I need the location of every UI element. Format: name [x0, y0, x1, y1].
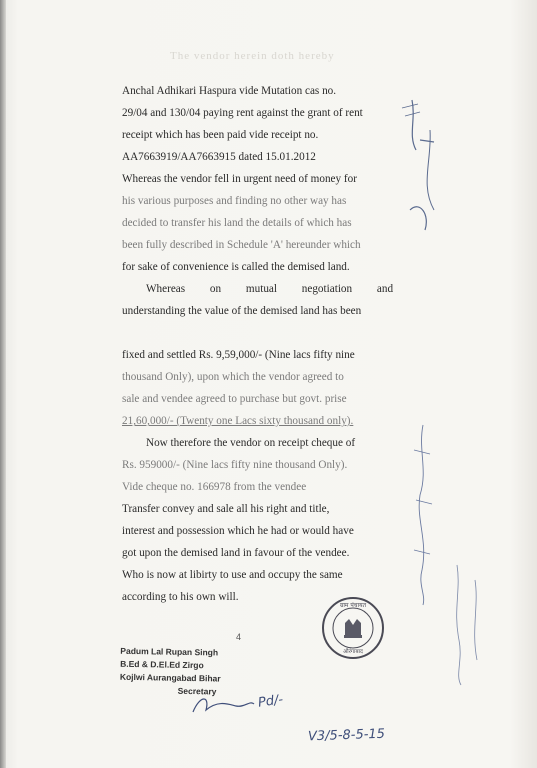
handwritten-date: V3/5-8-5-15 — [307, 726, 386, 745]
margin-handwriting — [390, 90, 450, 240]
text-line: Who is now at libirty to use and occupy the same — [122, 569, 343, 581]
seal-text-top: ग्राम पंचायत — [339, 602, 367, 609]
text-line: according to his own will. — [122, 591, 239, 603]
text-line: thousand Only), upon which the vendor agreed to — [122, 371, 344, 383]
paragraph-gap — [122, 322, 410, 344]
text-line: got upon the demised land in favour of the vendee. — [122, 547, 350, 559]
signature-scribble — [188, 690, 258, 720]
text-line: his various purposes and finding no other way has — [122, 195, 347, 207]
seal-text-bottom: औरंगाबाद — [343, 649, 363, 655]
text-line: interest and possession which he had or would have — [122, 525, 354, 537]
margin-vertical-note — [408, 420, 438, 610]
text-line: Whereas the vendor fell in urgent need of money for — [122, 173, 357, 185]
page-number: 4 — [236, 632, 242, 642]
text-line: Rs. 959000/- (Nine lacs fifty nine thousand Only). — [122, 459, 348, 471]
text-line: 29/04 and 130/04 paying rent against the grant of rent — [122, 107, 363, 119]
text-line: receipt which has been paid vide receipt no. — [122, 129, 319, 141]
text-line: decided to transfer his land the details of which has — [122, 217, 352, 229]
text-line: been fully described in Schedule 'A' hereunder which — [122, 239, 361, 251]
text-line: Anchal Adhikari Haspura vide Mutation cas no. — [122, 85, 337, 97]
bleed-through-text: The vendor herein doth hereby — [170, 50, 335, 62]
text-line: understanding the value of the demised land has been — [122, 305, 362, 317]
text-line: 21,60,000/- (Twenty one Lacs sixty thousand only). — [122, 415, 354, 427]
text-line: Transfer convey and sale all his right and title, — [122, 503, 330, 515]
text-line: fixed and settled Rs. 9,59,000/- (Nine lacs fifty nine — [122, 349, 355, 361]
stamp-line: B.Ed & D.El.Ed Zirgo — [120, 658, 204, 671]
text-line: sale and vendee agreed to purchase but govt. prise — [122, 393, 347, 405]
text-line: for sake of convenience is called the demised land. — [122, 261, 350, 273]
text-line: Now therefore the vendor on receipt cheque of — [146, 437, 356, 449]
scan-edge-shadow — [0, 0, 6, 768]
official-seal — [320, 595, 386, 661]
text-line: AA7663919/AA7663915 dated 15.01.2012 — [122, 151, 316, 163]
signature-right: Pd/- — [257, 692, 285, 711]
margin-vertical-note-2 — [445, 560, 495, 690]
stamp-line: Secretary — [177, 685, 217, 697]
text-line: Vide cheque no. 166978 from the vendee — [122, 481, 307, 493]
stamp-line: Padum Lal Rupan Singh — [120, 645, 219, 658]
stamp-line: Kojlwi Aurangabad Bihar — [119, 671, 221, 684]
text-line: Whereas on mutual negotiation and — [146, 283, 394, 295]
document-body — [122, 80, 410, 608]
